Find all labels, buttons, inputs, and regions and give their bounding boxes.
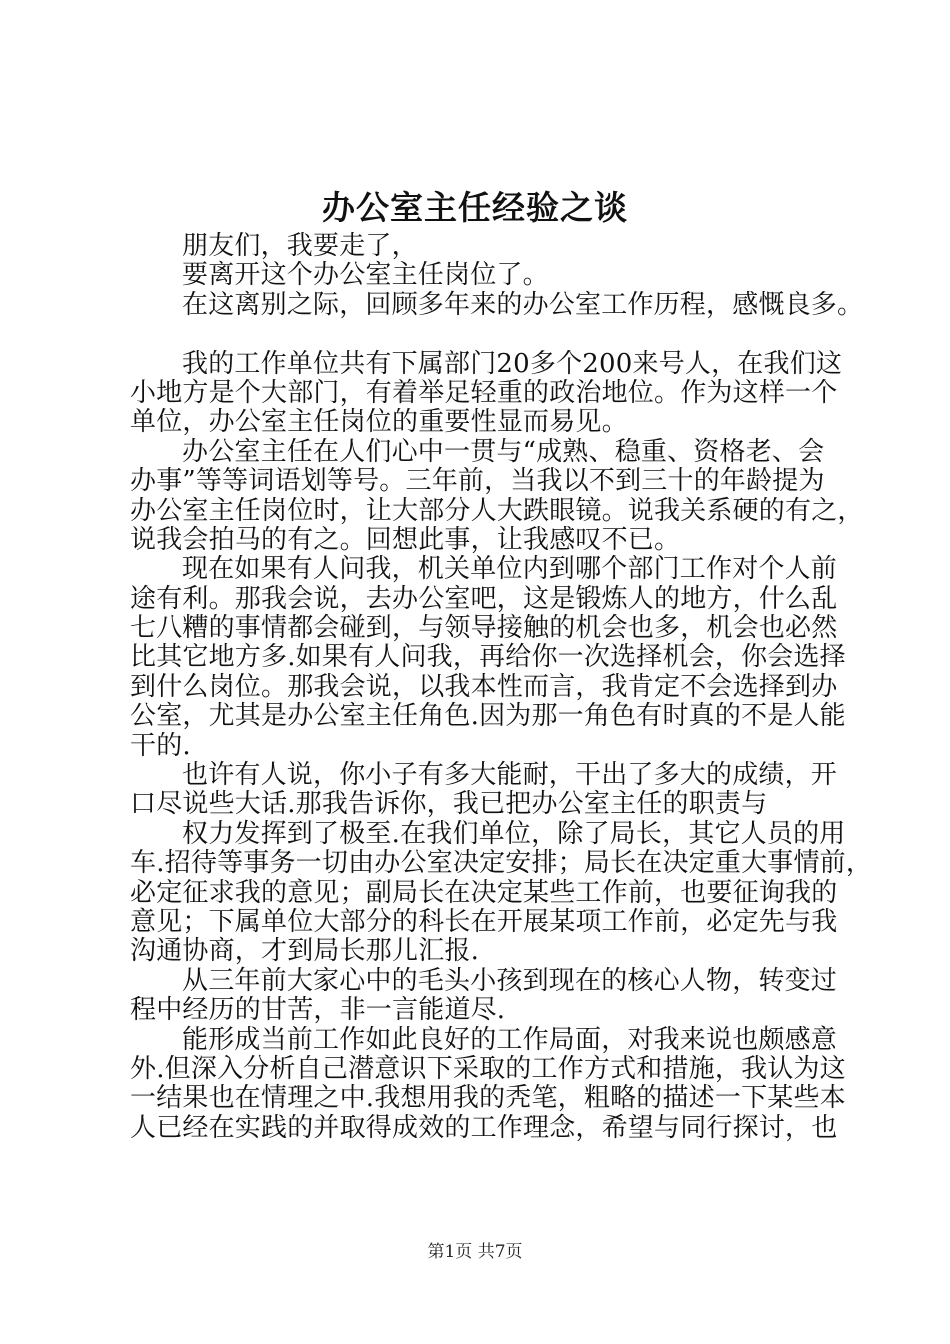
text-line: 单位，办公室主任岗位的重要性显而易见。 bbox=[130, 407, 628, 438]
text-line: 朋友们，我要走了， bbox=[182, 231, 418, 261]
document-body bbox=[130, 231, 873, 1143]
text-line: 办事”等等词语划等号。三年前，当我以不到三十的年龄提为 bbox=[130, 466, 825, 497]
text-line: 沟通协商，才到局长那儿汇报. bbox=[130, 936, 480, 967]
text-line: 到什么岗位。那我会说，以我本性而言，我肯定不会选择到办 bbox=[130, 671, 838, 702]
text-line: 在这离别之际，回顾多年来的办公室工作历程，感慨良多。 bbox=[182, 289, 864, 320]
text-line: 必定征求我的意见；副局长在决定某些工作前，也要征询我的 bbox=[130, 877, 838, 908]
text-line: 途有利。那我会说，去办公室吧，这是锻炼人的地方，什么乱 bbox=[130, 583, 838, 614]
text-line: 干的. bbox=[130, 730, 191, 761]
text-line: 车.招待等事务一切由办公室决定安排；局长在决定重大事情前， bbox=[130, 848, 873, 879]
page-footer: 第1页 共7页 bbox=[427, 1242, 523, 1262]
text-line: 人已经在实践的并取得成效的工作理念，希望与同行探讨，也 bbox=[130, 1112, 838, 1143]
text-line: 能形成当前工作如此良好的工作局面，对我来说也颇感意 bbox=[182, 1024, 838, 1055]
text-line: 比其它地方多.如果有人问我，再给你一次选择机会，你会选择 bbox=[130, 642, 846, 673]
text-line: 一结果也在情理之中.我想用我的秃笔，粗略的描述一下某些本 bbox=[130, 1083, 846, 1114]
text-line: 也许有人说，你小子有多大能耐，干出了多大的成绩，开 bbox=[182, 760, 838, 791]
text-line: 我的工作单位共有下属部门20多个200来号人，在我们这 bbox=[182, 348, 843, 379]
text-line: 意见；下属单位大部分的科长在开展某项工作前，必定先与我 bbox=[130, 906, 838, 937]
text-line: 从三年前大家心中的毛头小孩到现在的核心人物，转变过 bbox=[182, 965, 838, 996]
text-line: 要离开这个办公室主任岗位了。 bbox=[182, 260, 549, 291]
text-line: 办公室主任在人们心中一贯与“成熟、稳重、资格老、会 bbox=[182, 436, 825, 467]
text-line: 七八糟的事情都会碰到，与领导接触的机会也多，机会也必然 bbox=[130, 613, 838, 644]
text-line: 公室，尤其是办公室主任角色.因为那一角色有时真的不是人能 bbox=[130, 701, 846, 732]
text-line: 说我会拍马的有之。回想此事，让我感叹不已。 bbox=[130, 524, 681, 555]
text-line: 口尽说些大话.那我告诉你，我已把办公室主任的职责与 bbox=[130, 789, 768, 820]
document-title: 办公室主任经验之谈 bbox=[322, 188, 628, 227]
text-line: 小地方是个大部门，有着举足轻重的政治地位。作为这样一个 bbox=[130, 377, 838, 408]
text-line: 外.但深入分析自己潜意识下采取的工作方式和措施，我认为这 bbox=[130, 1053, 846, 1084]
blank-line bbox=[130, 320, 848, 349]
text-line: 权力发挥到了极至.在我们单位，除了局长，其它人员的用 bbox=[182, 818, 846, 849]
text-line: 办公室主任岗位时，让大部分人大跌眼镜。说我关系硬的有之， bbox=[130, 495, 864, 526]
text-line: 程中经历的甘苦，非一言能道尽. bbox=[130, 995, 506, 1026]
text-line: 现在如果有人问我，机关单位内到哪个部门工作对个人前 bbox=[182, 554, 838, 585]
